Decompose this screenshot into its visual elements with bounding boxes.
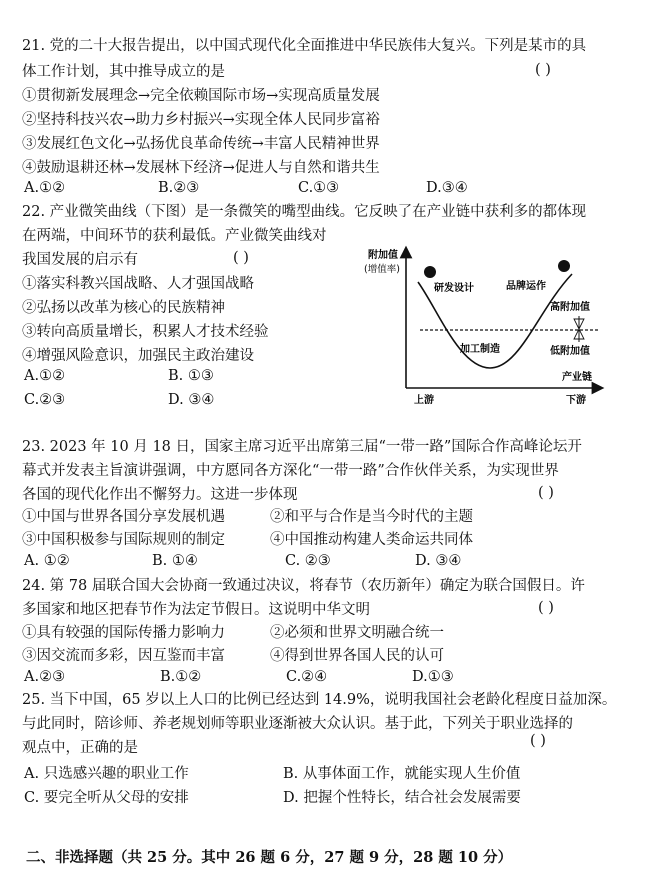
q21-item-3: ③发展红色文化→弘扬优良革命传统→丰富人民精神世界 <box>22 136 380 152</box>
q24-answer-paren: ( ) <box>538 600 554 616</box>
q22-stem-line1: 22. 产业微笑曲线（下图）是一条微笑的嘴型曲线。它反映了在产业链中获利多的都体现 <box>22 204 587 220</box>
q23-option-c: C. ②③ <box>285 553 331 569</box>
q21-answer-paren: ( ) <box>535 62 551 78</box>
y-axis-label-2: (增值率) <box>364 264 400 275</box>
q25-option-d: D. 把握个性特长，结合社会发展需要 <box>283 790 521 806</box>
q22-item-1: ①落实科教兴国战略、人才强国战略 <box>22 276 254 292</box>
q23-item-1: ①中国与世界各国分享发展机遇 <box>22 509 225 525</box>
q21-stem-line1: 21. 党的二十大报告提出，以中国式现代化全面推进中华民族伟大复兴。下列是某市的具 <box>22 38 587 54</box>
q22-answer-paren: ( ) <box>233 250 249 266</box>
q24-item-2: ②必须和世界文明融合统一 <box>270 625 444 641</box>
q22-stem-line3: 我国发展的启示有 <box>22 252 138 268</box>
q25-option-c: C. 要完全听从父母的安排 <box>24 790 189 806</box>
q22-item-3: ③转向高质量增长，积累人才技术经验 <box>22 324 269 340</box>
q23-option-a: A. ①② <box>24 553 70 569</box>
q23-option-d: D. ③④ <box>415 553 462 569</box>
q22-option-c: C.②③ <box>24 392 66 408</box>
q25-option-b: B. 从事体面工作，就能实现人生价值 <box>283 766 521 782</box>
q21-option-b: B.②③ <box>158 180 200 196</box>
q22-option-b: B. ①③ <box>168 368 214 384</box>
q24-stem-line2: 多国家和地区把春节作为法定节假日。这说明中华文明 <box>22 602 370 618</box>
q24-item-4: ④得到世界各国人民的认可 <box>270 648 444 664</box>
right-end-label: 品牌运作 <box>506 281 546 292</box>
q21-option-c: C.①③ <box>298 180 340 196</box>
q24-item-3: ③因交流而多彩，因互鉴而丰富 <box>22 648 225 664</box>
q24-stem-line1: 24. 第 78 届联合国大会协商一致通过决议，将春节（农历新年）确定为联合国假日。许 <box>22 578 585 594</box>
q23-item-2: ②和平与合作是当今时代的主题 <box>270 509 473 525</box>
q23-item-3: ③中国积极参与国际规则的制定 <box>22 532 225 548</box>
q22-option-a: A.①② <box>24 368 66 384</box>
q23-stem-line1: 23. 2023 年 10 月 18 日，国家主席习近平出席第三届“一带一路”国际合作高峰论坛开 <box>22 439 582 455</box>
q21-option-a: A.①② <box>24 180 66 196</box>
q23-stem-line2: 幕式并发表主旨演讲强调，中方愿同各方深化“一带一路”合作伙伴关系，为实现世界 <box>22 463 559 479</box>
x-axis-label: 产业链 <box>562 372 592 383</box>
q25-stem-line2: 与此同时，陪诊师、养老规划师等职业逐渐被大众认识。基于此，下列关于职业选择的 <box>22 716 573 732</box>
q21-item-1: ①贯彻新发展理念→完全依赖国际市场→实现高质量发展 <box>22 88 380 104</box>
q23-stem-line3: 各国的现代化作出不懈努力。这进一步体现 <box>22 487 298 503</box>
downstream-label: 下游 <box>566 395 586 406</box>
q21-stem-line2: 体工作计划，其中推导成立的是 <box>22 64 225 80</box>
q24-option-b: B.①② <box>160 669 202 685</box>
q22-option-d: D. ③④ <box>168 392 215 408</box>
left-end-label: 研发设计 <box>434 283 474 294</box>
q21-item-4: ④鼓励退耕还林→发展林下经济→促进人与自然和谐共生 <box>22 160 380 176</box>
q22-item-4: ④增强风险意识，加强民主政治建设 <box>22 348 254 364</box>
q24-option-d: D.①③ <box>412 669 454 685</box>
q23-answer-paren: ( ) <box>538 485 554 501</box>
right-dot <box>558 260 570 272</box>
q25-stem-line1: 25. 当下中国，65 岁以上人口的比例已经达到 14.9%，说明我国社会老龄化程度日益加深。 <box>22 692 617 708</box>
q22-stem-line2: 在两端，中间环节的获利最低。产业微笑曲线对 <box>22 228 327 244</box>
low-value-label: 低附加值 <box>550 346 590 357</box>
q21-item-2: ②坚持科技兴农→助力乡村振兴→实现全体人民同步富裕 <box>22 112 380 128</box>
section2-heading: 二、非选择题（共 25 分。其中 26 题 6 分，27 题 9 分，28 题 10 分） <box>26 849 513 866</box>
middle-label: 加工制造 <box>460 344 500 355</box>
upstream-label: 上游 <box>414 395 434 406</box>
high-value-label: 高附加值 <box>550 302 590 313</box>
q25-stem-line3: 观点中，正确的是 <box>22 740 138 756</box>
q25-answer-paren: ( ) <box>530 733 546 749</box>
q23-option-b: B. ①④ <box>152 553 198 569</box>
q25-option-a: A. 只选感兴趣的职业工作 <box>24 766 189 782</box>
q21-option-d: D.③④ <box>426 180 468 196</box>
q24-option-a: A.②③ <box>24 669 66 685</box>
q24-item-1: ①具有较强的国际传播力影响力 <box>22 625 225 641</box>
left-dot <box>424 266 436 278</box>
q22-item-2: ②弘扬以改革为核心的民族精神 <box>22 300 225 316</box>
smile-curve-diagram <box>360 240 610 410</box>
q23-item-4: ④中国推动构建人类命运共同体 <box>270 532 473 548</box>
y-axis-label-1: 附加值 <box>368 250 398 261</box>
q24-option-c: C.②④ <box>286 669 328 685</box>
